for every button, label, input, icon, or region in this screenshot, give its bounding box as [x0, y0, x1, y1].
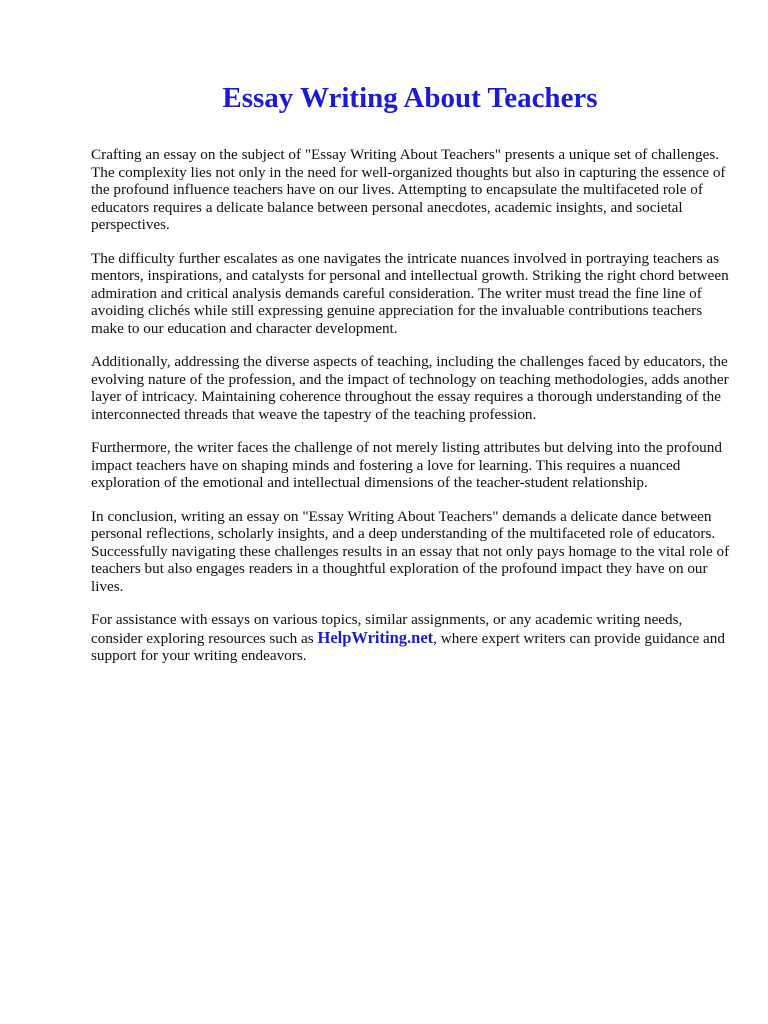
paragraph-5: In conclusion, writing an essay on "Essay Writing About Teachers" demands a delicate dance between personal reflections, scholarly insights, and a deep understanding of the multifaceted role of educators. Successfully navigating these challenges results in an essay that not only pays homage to the vital role of teachers but also engages readers in a thoughtful exploration of the profound impact they have on our lives. — [91, 507, 730, 595]
paragraph-2: The difficulty further escalates as one navigates the intricate nuances involved in portraying teachers as mentors, inspirations, and catalysts for personal and intellectual growth. Striking the right chord between admiration and critical analysis demands careful consideration. The writer must tread the fine line of avoiding clichés while still expressing genuine appreciation for the invaluable contributions teachers make to our education and character development. — [91, 249, 729, 337]
helpwriting-link[interactable]: HelpWriting.net — [317, 627, 434, 647]
paragraph-1: Crafting an essay on the subject of "Essay Writing About Teachers" presents a unique set of challenges. The complexity lies not only in the need for well-organized thoughts but also in capturing the essence of the profound influence teachers have on our lives. Attempting to encapsulate the multifaceted role of educators requires a delicate balance between personal anecdotes, academic insights, and societal perspectives. — [91, 146, 726, 233]
paragraph-3: Additionally, addressing the diverse aspects of teaching, including the challenges faced by educators, the evolving nature of the profession, and the impact of technology on teaching methodologies, adds another layer of intricacy. Maintaining coherence throughout the essay requires a thorough understanding of the interconnected threads that weave the tapestry of the teaching profession. — [91, 353, 729, 423]
paragraph-4: Furthermore, the writer faces the challenge of not merely listing attributes but delving into the profound impact teachers have on shaping minds and fostering a love for learning. This requires a nuanced exploration of the emotional and intellectual dimensions of the teacher-student relationship. — [91, 439, 722, 491]
page-title: Essay Writing About Teachers — [222, 82, 598, 114]
closing-text-after-link: , where expert writers can provide guidance and support for your writing endeavors. — [91, 629, 725, 664]
document-body — [91, 146, 731, 681]
closing-paragraph — [91, 611, 731, 665]
closing-text-before-link: For assistance with essays on various topics, similar assignments, or any academic writing needs, consider exploring resources such as — [91, 611, 683, 647]
